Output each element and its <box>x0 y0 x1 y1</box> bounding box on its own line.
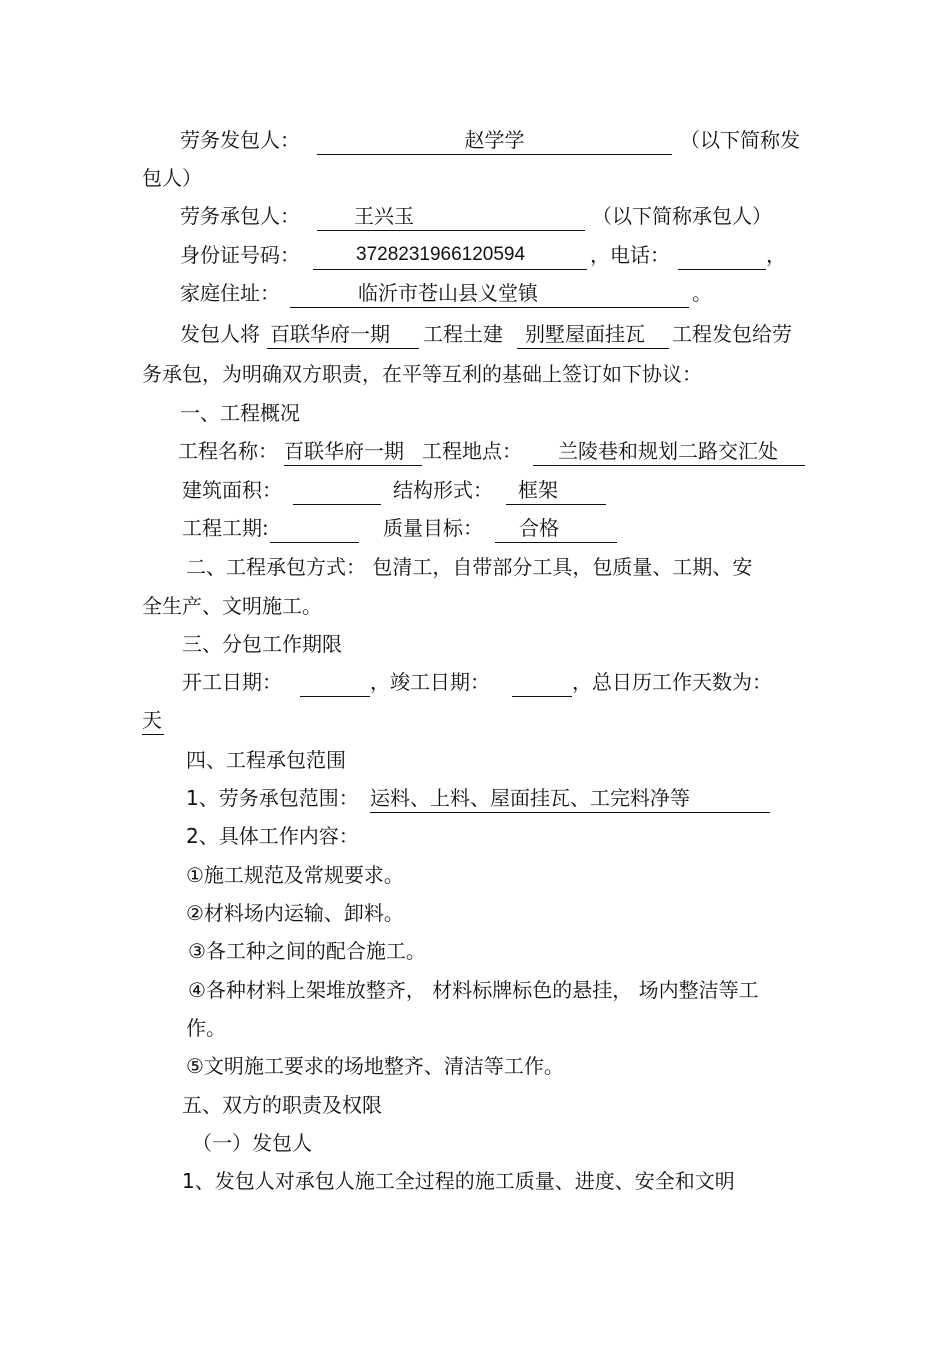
subcontractor-name: 王兴玉 <box>317 202 585 231</box>
quality-label: 质量目标： <box>383 516 483 540</box>
intro-c: 工程发包给劳 <box>672 322 792 346</box>
area-blank <box>293 476 381 505</box>
contractor-name: 赵学学 <box>317 126 672 155</box>
section5-item1: 1、发包人对承包人施工全过程的施工质量、进度、安全和文明 <box>182 1169 735 1193</box>
period-blank <box>270 514 359 543</box>
scope-value: 运料、上料、屋面挂瓦、工完料净等 <box>370 784 770 813</box>
id-label: 身份证号码： <box>180 243 300 267</box>
address-value: 临沂市苍山县义堂镇 <box>290 279 689 308</box>
contractor-suffix-a: （以下简称发 <box>680 128 800 152</box>
section4-heading: 四、工程承包范围 <box>186 748 346 772</box>
section5-subheading: （一）发包人 <box>192 1131 312 1155</box>
section1-heading: 一、工程概况 <box>180 401 300 425</box>
contractor-label: 劳务发包人： <box>180 128 300 152</box>
days-unit: 天 <box>142 706 164 735</box>
quality-value: 合格 <box>495 514 617 543</box>
section5-heading: 五、双方的职责及权限 <box>182 1093 382 1117</box>
scope-item: 别墅屋面挂瓦 <box>517 320 669 349</box>
subcontractor-suffix: （以下简称承包人） <box>592 204 772 228</box>
site-value: 兰陵巷和规划二路交汇处 <box>533 437 805 466</box>
phone-label: ，电话： <box>590 243 670 267</box>
phone-blank <box>678 241 766 270</box>
address-end: 。 <box>692 281 712 305</box>
subcontractor-label: 劳务承包人： <box>180 204 300 228</box>
content-item-5: ⑤文明施工要求的场地整齐、清洁等工作。 <box>186 1054 564 1078</box>
structure-value: 框架 <box>506 476 606 505</box>
site-label: 工程地点： <box>422 439 522 463</box>
project-name: 百联华府一期 <box>267 320 419 349</box>
contractor-suffix-b: 包人） <box>142 166 202 190</box>
section3-heading: 三、分包工作期限 <box>182 632 342 656</box>
section2-line-b: 全生产、文明施工。 <box>142 594 322 618</box>
period-label: 工程工期: <box>182 516 269 540</box>
scope-label: 1、劳务承包范围： <box>186 786 359 810</box>
phone-end: ， <box>766 243 786 267</box>
intro-b: 工程土建 <box>423 322 503 346</box>
total-days-label: ，总日历工作天数为： <box>572 670 772 694</box>
intro-d: 务承包，为明确双方职责，在平等互利的基础上签订如下协议： <box>142 362 702 386</box>
start-date-label: 开工日期： <box>182 670 282 694</box>
content-label: 2、具体工作内容： <box>186 824 359 848</box>
intro-a: 发包人将 <box>180 322 260 346</box>
start-date-blank <box>300 668 370 697</box>
section2-line-a: 二、工程承包方式： 包清工，自带部分工具，包质量、工期、安 <box>186 555 753 579</box>
area-label: 建筑面积： <box>182 478 282 502</box>
content-item-4: ④各种材料上架堆放整齐， 材料标牌标色的悬挂， 场内整洁等工 <box>188 978 759 1002</box>
id-number: 3728231966120594 <box>313 241 587 270</box>
content-item-4-cont: 作。 <box>186 1016 226 1040</box>
content-item-2: ②材料场内运输、卸料。 <box>186 901 404 925</box>
project-name-label: 工程名称： <box>178 439 278 463</box>
project-name-value: 百联华府一期 <box>284 437 422 466</box>
finish-date-label: ，竣工日期： <box>370 670 490 694</box>
structure-label: 结构形式： <box>393 478 493 502</box>
address-label: 家庭住址： <box>180 281 280 305</box>
content-item-3: ③各工种之间的配合施工。 <box>188 939 426 963</box>
content-item-1: ①施工规范及常规要求。 <box>186 863 404 887</box>
finish-date-blank <box>512 668 572 697</box>
